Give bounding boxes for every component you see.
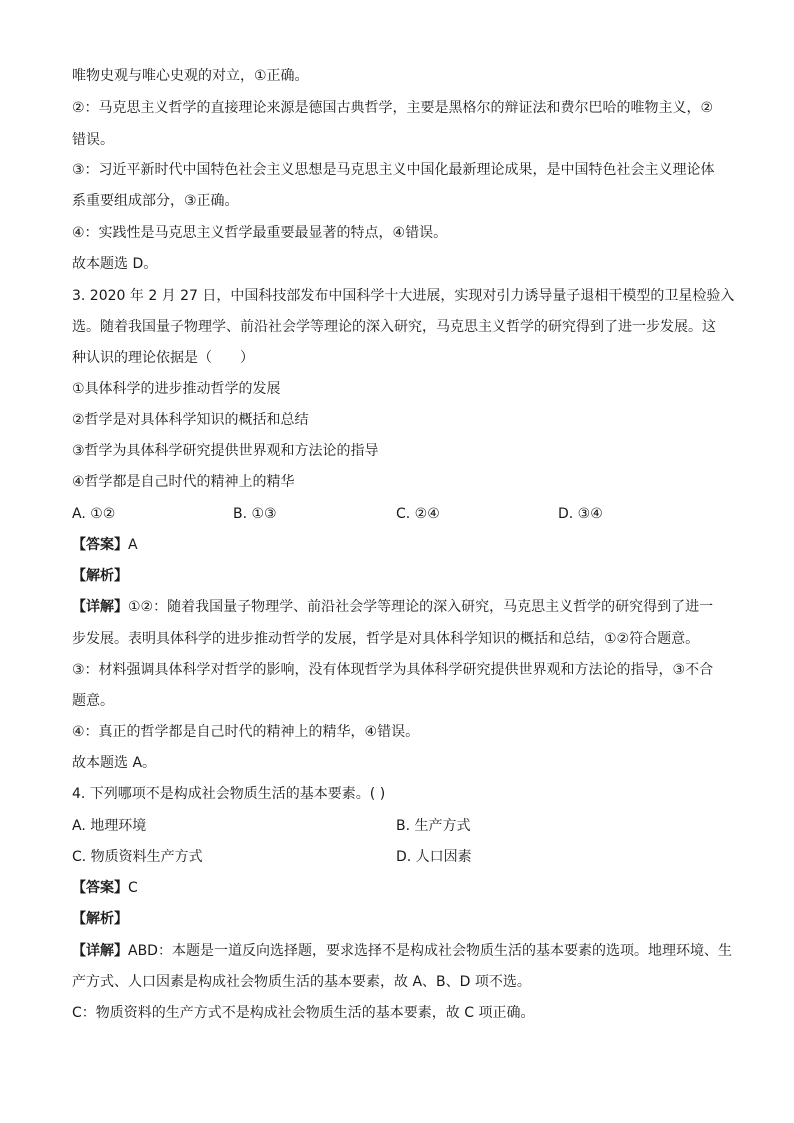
question-4-stem: 4. 下列哪项不是构成社会物质生活的基本要素。( ) — [72, 786, 386, 802]
question-3-stem: 3. 2020 年 2 月 27 日，中国科技部发布中国科学十大进展，实现对引力诱导量子退相干模型的卫星检验入 — [72, 288, 735, 304]
statement-4: ④哲学都是自己时代的精神上的精华 — [72, 474, 295, 490]
statement-3: ③哲学为具体科学研究提供世界观和方法论的指导 — [72, 443, 379, 459]
detail-line: 故本题选 A。 — [72, 755, 157, 771]
detail-line: ④：真正的哲学都是自己时代的精神上的精华，④错误。 — [72, 724, 420, 740]
detail-tag: 【详解】 — [72, 599, 128, 615]
text-line: 系重要组成部分，③正确。 — [72, 193, 239, 209]
detail-line: 产方式、人口因素是构成社会物质生活的基本要素，故 A、B、D 项不选。 — [72, 974, 531, 990]
analysis-tag — [72, 909, 128, 929]
answer-tag: 【答案】 — [72, 880, 128, 896]
text-line: 错误。 — [72, 132, 114, 148]
option-c: C. ②④ — [396, 506, 440, 522]
text-line: ③：习近平新时代中国特色社会主义思想是马克思主义中国化最新理论成果，是中国特色社会主义理论体 — [72, 162, 715, 178]
text-line: 故本题选 D。 — [72, 256, 158, 272]
detail-text: ①②：随着我国量子物理学、前沿社会学等理论的深入研究，马克思主义哲学的研究得到了进一 — [128, 599, 714, 615]
option-a: A. ①② — [72, 506, 116, 522]
option-b: B. ①③ — [233, 506, 277, 522]
detail-text: ABD：本题是一道反向选择题，要求选择不是构成社会物质生活的基本要素的选项。地理环境、生 — [128, 943, 732, 959]
detail-line: ③：材料强调具体科学对哲学的影响，没有体现哲学为具体科学研究提供世界观和方法论的指导，③不合 — [72, 662, 714, 678]
detail-line — [72, 597, 713, 617]
analysis-label: 【解析】 — [72, 568, 128, 584]
text-line: ④：实践性是马克思主义哲学最重要最显著的特点，④错误。 — [72, 225, 448, 241]
statement-1: ①具体科学的进步推动哲学的发展 — [72, 381, 281, 397]
answer-value: C — [128, 880, 138, 896]
answer-line — [72, 878, 138, 898]
option-d: D. 人口因素 — [396, 849, 472, 865]
detail-tag: 【详解】 — [72, 943, 128, 959]
option-b: B. 生产方式 — [396, 818, 471, 834]
answer-line — [72, 535, 138, 555]
detail-line: 题意。 — [72, 693, 114, 709]
detail-line — [72, 941, 732, 961]
option-d: D. ③④ — [558, 506, 603, 522]
option-c: C. 物质资料生产方式 — [72, 849, 203, 865]
analysis-tag — [72, 566, 128, 586]
question-3-stem: 选。随着我国量子物理学、前沿社会学等理论的深入研究，马克思主义哲学的研究得到了进一步发展。这 — [72, 319, 716, 335]
detail-line: C：物质资料的生产方式不是构成社会物质生活的基本要素，故 C 项正确。 — [72, 1005, 535, 1021]
answer-tag: 【答案】 — [72, 537, 128, 553]
detail-line: 步发展。表明具体科学的进步推动哲学的发展，哲学是对具体科学知识的概括和总结，①②符合题意。 — [72, 631, 700, 647]
text-line: ②：马克思主义哲学的直接理论来源是德国古典哲学，主要是黑格尔的辩证法和费尔巴哈的唯物主义，② — [72, 100, 714, 116]
text-line: 唯物史观与唯心史观的对立，①正确。 — [72, 68, 309, 84]
statement-2: ②哲学是对具体科学知识的概括和总结 — [72, 412, 309, 428]
answer-value: A — [128, 537, 138, 553]
option-a: A. 地理环境 — [72, 818, 147, 834]
question-3-stem: 种认识的理论依据是（ ） — [72, 350, 254, 366]
analysis-label: 【解析】 — [72, 911, 128, 927]
